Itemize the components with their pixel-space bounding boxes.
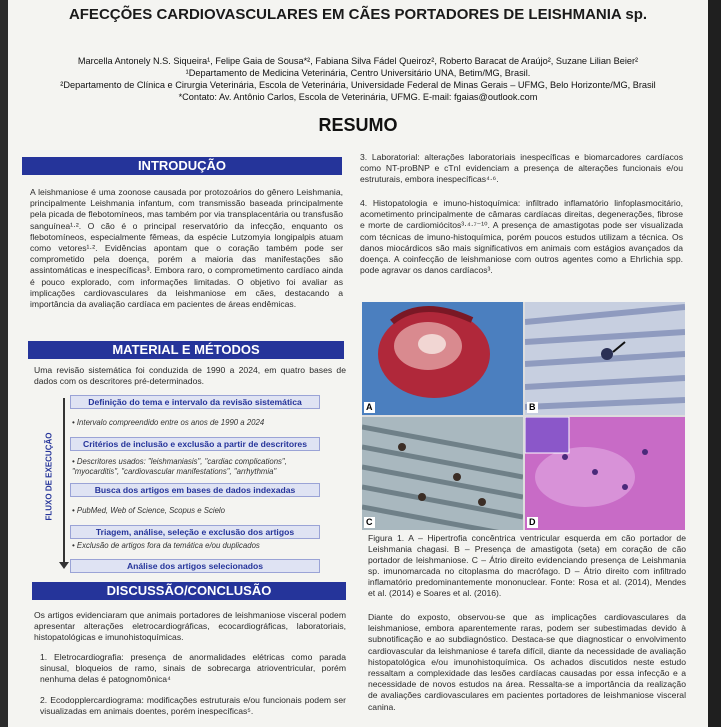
authors-block: [18, 55, 698, 103]
result-item-4: 4. Histopatologia e imuno-histoquímica: infiltrado inflamatório linfoplasmocitário, acometimento principalmente de câmaras cardíacas direitas, degenerações, fibrose e morte de cardiomiócitos³·⁴·⁷⁻¹⁰. A presença de amastigotas pode ser visualizada com técnicas de imuno-histoquímica, porém poucos estudos utilizam a técnica. Os danos miocárdicos são mais significativos em animais com estágios avançados da doença. A coinfecção de leishmaniose com outros agentes como a Ehrlichia spp. pode agravar os danos cardíacos³.: [360, 198, 683, 276]
intro-text: A leishmaniose é uma zoonose causada por protozoários do gênero Leishmania, principalmente Leishmania infantum, com transmissão baseada principalmente pela picada de flebotomíneos, mas também por via transplacentária ou transfusão sanguínea¹·². O cão é o principal reservatório da infecção, enquanto os flebotomíneos, especialmente fêmeas, da espécie Lutzomyia longipalpis atuam como vetores¹·². Evidências apontam que o coração também pode ser comprometido pela doença, porém a maioria das manifestações são assintomáticas e inespecíficas³. Embora raro, o comprometimento cardíaco ainda é pouco explorado, com informações limitadas. O objetivo foi avaliar as implicações cardiovasculares da leishmaniose em cães, destacando a importância da avaliação cardíaca em pacientes de áreas endêmicas.: [30, 187, 343, 310]
panel-label-b: B: [529, 402, 536, 412]
poster-title: AFECÇÕES CARDIOVASCULARES EM CÃES PORTADORES DE LEISHMANIA sp.: [68, 6, 648, 23]
step-bullet-4: • Exclusão de artigos fora da temática e/ou duplicados: [72, 541, 260, 550]
step-box-3: Busca dos artigos em bases de dados indexadas: [70, 483, 320, 497]
affiliation-2: ²Departamento de Clínica e Cirurgia Veterinária, Escola de Veterinária, Universidade Federal de Minas Gerais – UFMG, Belo Horizonte/MG, Brasil: [60, 80, 656, 90]
author-list: Marcella Antonely N.S. Siqueira¹, Felipe Gaia de Sousa*², Fabiana Silva Fádel Queiroz², Roberto Baracat de Araújo², Suzane Lilian Beier²: [77, 56, 639, 66]
step-box-2: Critérios de inclusão e exclusão a partir de descritores: [70, 437, 320, 451]
discussion-text: Os artigos evidenciaram que animais portadores de leishmaniose visceral podem apresentar alterações eletrocardiográficas, ecocardiográficas, laboratoriais, histopatológicas e imunohistoquímicas.: [34, 610, 346, 643]
figure-1: [362, 302, 685, 530]
histology-d-image: [525, 417, 685, 530]
histology-c-image: [362, 417, 523, 530]
intro-heading: INTRODUÇÃO: [22, 157, 342, 175]
photo-left-edge: [0, 0, 8, 727]
discussion-item-1: 1. Eletrocardiografia: presença de anormalidades elétricas como parada sinusal, bloqueios de ramo, sinais de sobrecarga atrioventricular, porém nenhuma delas é patognomônica⁴: [40, 652, 346, 685]
result-item-3: 3. Laboratorial: alterações laboratoriais inespecíficas e biomarcadores cardíacos como NT-proBNP e cTnI evidenciam a presença de alterações funcionais e/ou estruturais, embora inespecíficas⁴·⁶.: [360, 152, 683, 185]
poster: [8, 0, 708, 727]
figure-panel-a: [362, 302, 523, 415]
step-bullet-1: • Intervalo compreendido entre os anos de 1990 a 2024: [72, 418, 265, 427]
panel-label-c: C: [366, 517, 373, 527]
flow-label: FLUXO DE EXECUÇÃO: [44, 432, 54, 521]
step-box-5: Análise dos artigos selecionados: [70, 559, 320, 573]
panel-label-a: A: [366, 402, 373, 412]
flow-arrow-head: [59, 562, 69, 569]
conclusion-text: Diante do exposto, observou-se que as implicações cardiovasculares da leishmaniose, embora aparentemente raras, podem ser subestimadas devido à subnotificação e ao subdiagnóstico. Destaca-se que diagnosticar o envolvimento cardiovascular da leishmaniose é tarefa difícil, diante da necessidade de avaliação histopatológica e/ou imunohistoquímica. Os achados discutidos neste estudo ressaltam a complexidade das lesões cardíacas causadas por essa infecção e a necessidade de novos estudos na área. Ressalta-se a importância da realização de avaliações cardiovasculares em pacientes portadores de leishmaniose visceral canina.: [368, 612, 686, 712]
panel-label-d: D: [529, 517, 536, 527]
figure-panel-b: [525, 302, 685, 415]
flow-arrow-line: [63, 398, 65, 566]
figure-panel-c: [362, 417, 523, 530]
contact-line: *Contato: Av. Antônio Carlos, Escola de Veterinária, UFMG. E-mail: fgaias@outlook.com: [178, 92, 538, 102]
figure-caption: Figura 1. A – Hipertrofia concêntrica ventricular esquerda em cão portador de Leishmania chagasi. B – Presença de amastigota (seta) em coração de cão portador de leishmaniose. C – Átrio direito evidenciando presença de Leishmania sp. imunomarcada no citoplasma do macrófago. D – Átrio direito com infiltrado inflamatório predominantemente mononuclear. Fonte: Rosa et al. (2014), Mendes et al. (2014) e Soares et al. (2016).: [368, 533, 686, 598]
step-box-1: Definição do tema e intervalo da revisão sistemática: [70, 395, 320, 409]
affiliation-1: ¹Departamento de Medicina Veterinária, Centro Universitário UNA, Betim/MG, Brasil.: [185, 68, 531, 78]
heart-photo-image: [362, 302, 523, 415]
photo-right-edge: [708, 0, 721, 727]
methods-heading: MATERIAL E MÉTODOS: [28, 341, 344, 359]
discussion-heading: DISCUSSÃO/CONCLUSÃO: [32, 582, 346, 600]
step-bullet-2: • Descritores usados: "leishmaniasis", "cardiac complications", "myocarditis", "cardiovascular manifestations", "arrhythmia": [72, 457, 287, 476]
resumo-heading: RESUMO: [318, 115, 398, 135]
discussion-item-2: 2. Ecodopplercardiograma: modificações estruturais e/ou funcionais podem ser visualizadas em animais doentes, porém inespecíficas⁵.: [40, 695, 346, 717]
histology-b-image: [525, 302, 685, 415]
figure-panel-d: [525, 417, 685, 530]
step-bullet-3: • PubMed, Web of Science, Scopus e Scielo: [72, 506, 225, 515]
step-box-4: Triagem, análise, seleção e exclusão dos artigos: [70, 525, 320, 539]
methods-text: Uma revisão sistemática foi conduzida de 1990 a 2024, em quatro bases de dados com os descritores pré-determinados.: [34, 365, 346, 387]
